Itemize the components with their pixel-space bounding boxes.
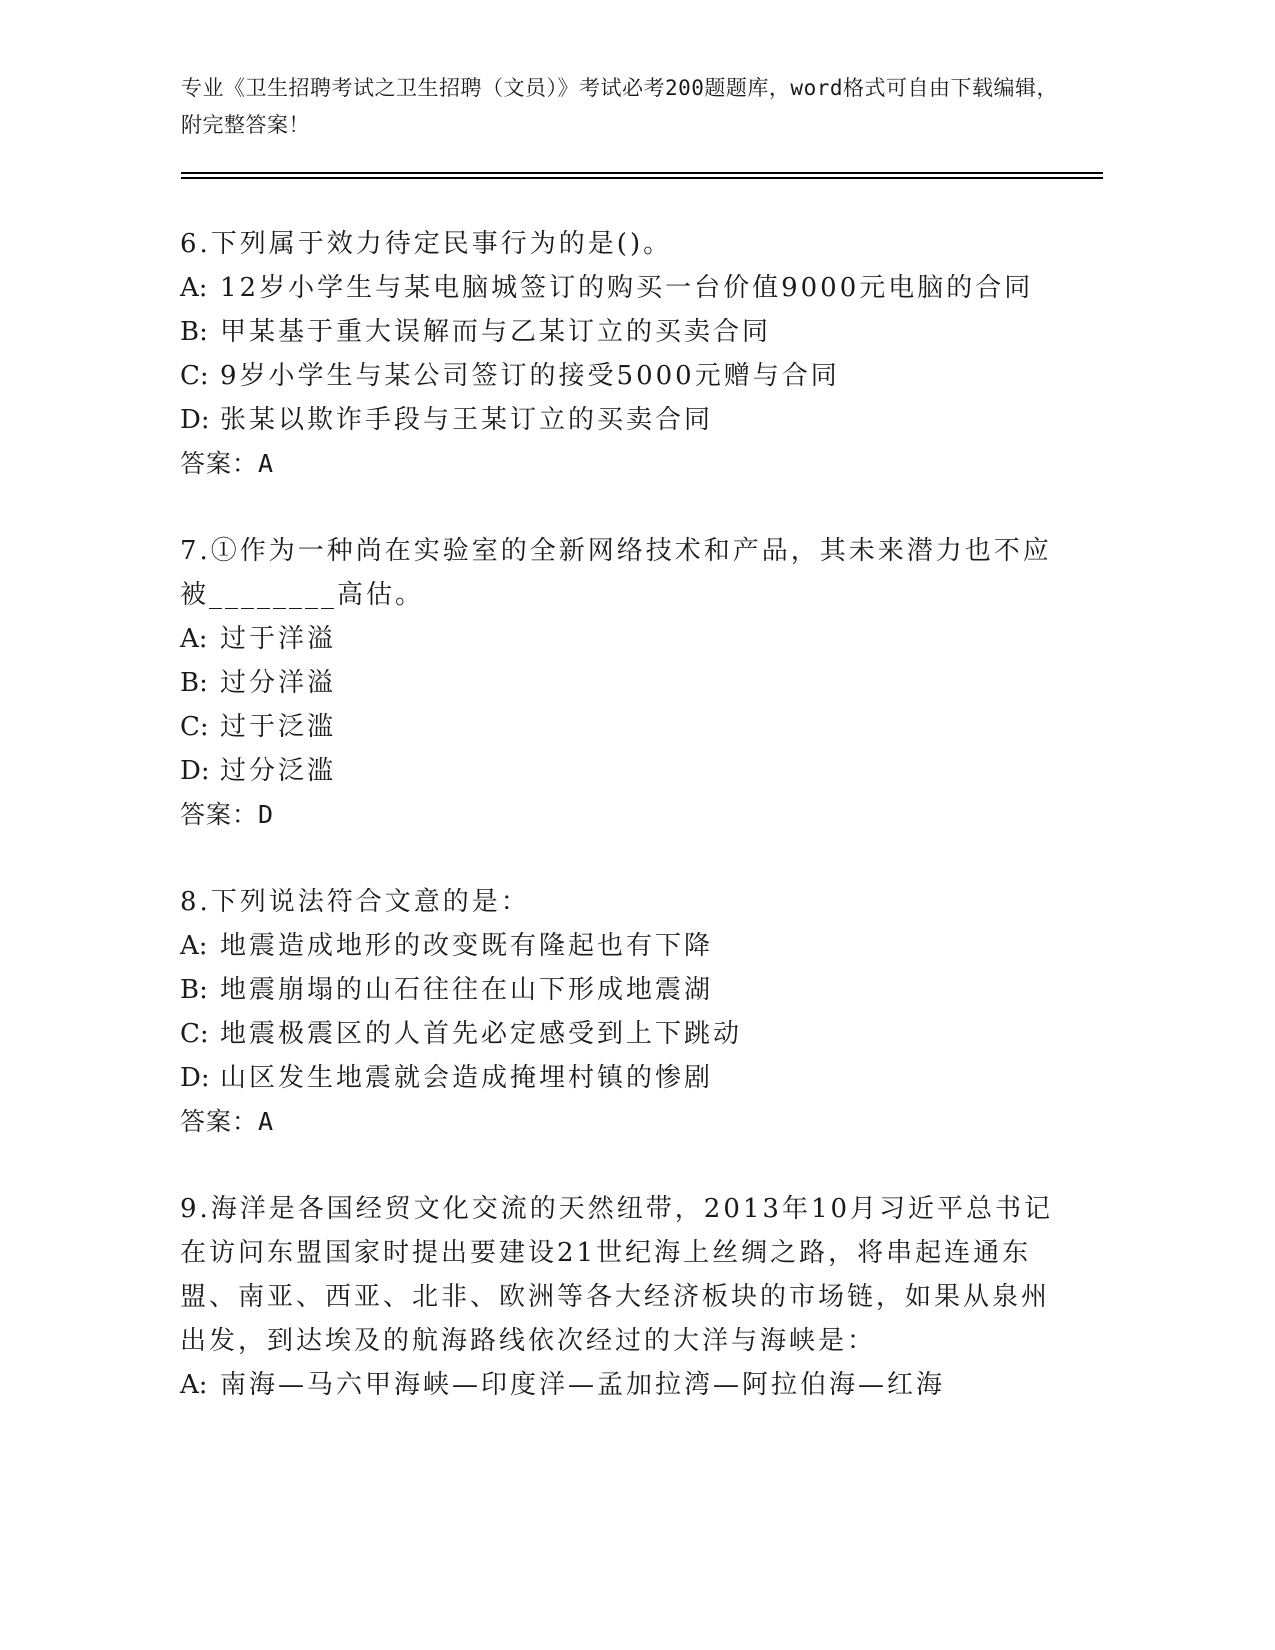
answer-line: 答案：A [180,449,275,478]
header-text: 专业《卫生招聘考试之卫生招聘（文员）》考试必考200题题库，word格式可自由下载编辑，附完整答案！ [181,76,1058,137]
option-letter: C: [180,1019,209,1049]
option-letter: D: [180,1063,210,1093]
option-text: 9岁小学生与某公司签订的接受5000元赠与合同 [220,361,840,391]
question-8 [180,880,1060,1144]
question-stem: 8.下列说法符合文意的是： [180,887,530,917]
header-rule-top [181,172,1103,174]
question-stem: 6.下列属于效力待定民事行为的是()。 [180,229,673,259]
option-letter: B: [180,668,208,698]
option-text: 甲某基于重大误解而与乙某订立的买卖合同 [220,317,772,347]
option-text: 山区发生地震就会造成掩埋村镇的惨剧 [220,1063,714,1093]
option-a [180,1363,1060,1407]
option-text: 张某以欺诈手段与王某订立的买卖合同 [220,405,714,435]
answer-line: 答案：D [180,800,275,829]
option-text: 过分泛滥 [220,756,337,786]
option-d [180,1056,1060,1100]
question-stem: 9.海洋是各国经贸文化交流的天然纽带，2013年10月习近平总书记在访问东盟国家时提出要建设21世纪海上丝绸之路，将串起连通东盟、南亚、西亚、北非、欧洲等各大经济板块的市场链，如果从泉州出发，到达埃及的航海路线依次经过的大洋与海峡是： [180,1194,1054,1356]
question-list [180,222,1060,1450]
document-header [181,70,1061,144]
question-stem: 7.①作为一种尚在实验室的全新网络技术和产品，其未来潜力也不应被________高估。 [180,536,1052,610]
option-c [180,705,1060,749]
question-7 [180,529,1060,837]
option-text: 过于洋溢 [220,624,337,654]
option-b [180,310,1060,354]
option-a [180,266,1060,310]
option-letter: D: [180,405,210,435]
option-letter: C: [180,361,209,391]
option-letter: C: [180,712,209,742]
question-9 [180,1187,1060,1407]
option-text: 南海—马六甲海峡—印度洋—孟加拉湾—阿拉伯海—红海 [220,1370,946,1400]
option-letter: A: [180,931,208,961]
option-b [180,661,1060,705]
option-a [180,617,1060,661]
option-text: 过分洋溢 [220,668,337,698]
option-text: 12岁小学生与某电脑城签订的购买一台价值9000元电脑的合同 [220,273,1034,303]
option-letter: B: [180,975,208,1005]
option-d [180,398,1060,442]
option-c [180,1012,1060,1056]
option-text: 地震崩塌的山石往往在山下形成地震湖 [220,975,714,1005]
option-d [180,749,1060,793]
option-letter: D: [180,756,210,786]
option-text: 过于泛滥 [220,712,337,742]
option-letter: A: [180,1370,208,1400]
question-6 [180,222,1060,486]
option-text: 地震极震区的人首先必定感受到上下跳动 [220,1019,743,1049]
option-a [180,924,1060,968]
option-letter: B: [180,317,208,347]
option-letter: A: [180,624,208,654]
option-text: 地震造成地形的改变既有隆起也有下降 [220,931,714,961]
option-letter: A: [180,273,208,303]
option-c [180,354,1060,398]
option-b [180,968,1060,1012]
answer-line: 答案：A [180,1107,275,1136]
header-rule-bottom [181,177,1103,179]
